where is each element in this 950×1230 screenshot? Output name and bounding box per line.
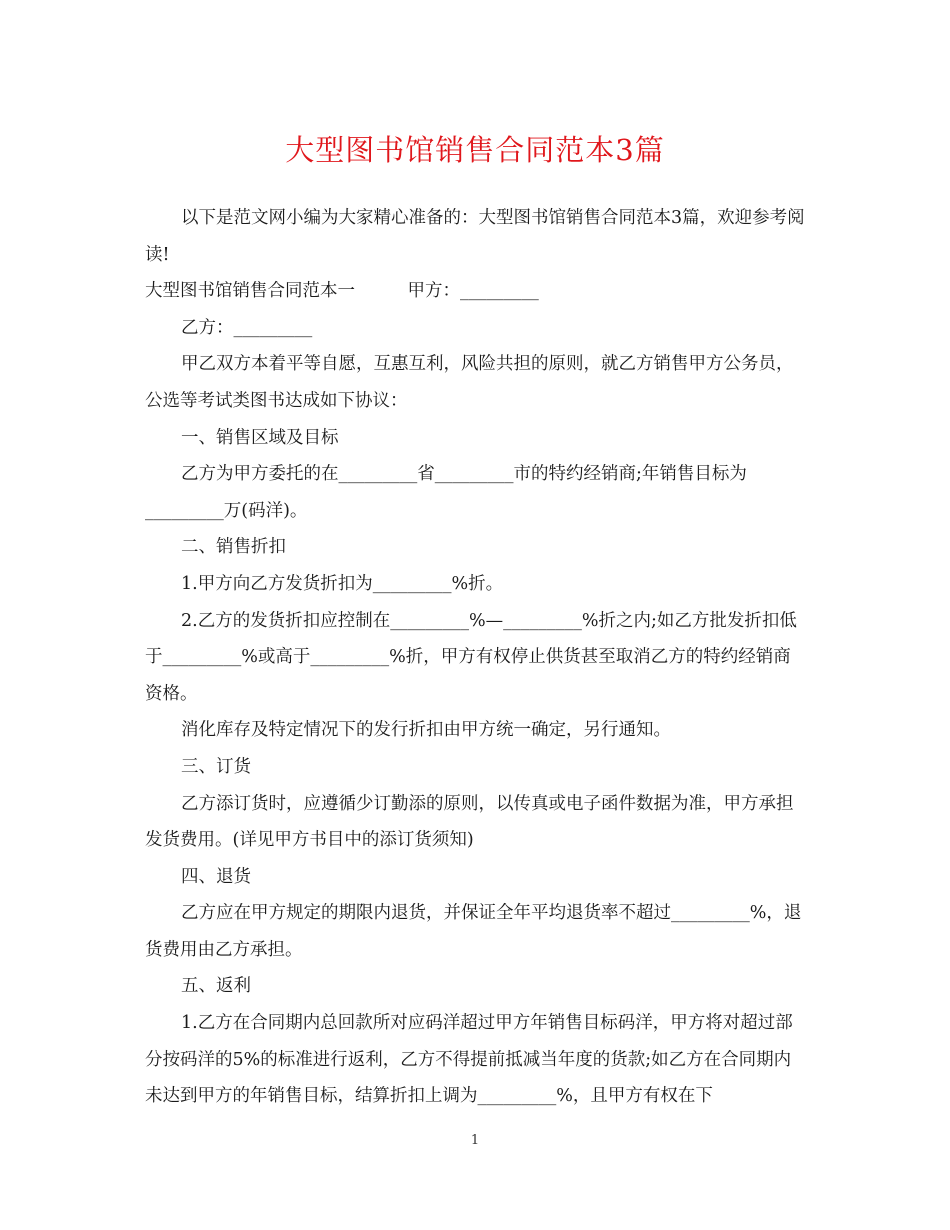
document-title: 大型图书馆销售合同范本3篇 — [285, 133, 665, 167]
contract-one-party-a-line: 大型图书馆销售合同范本一 甲方：_________ — [145, 281, 539, 302]
section-4-paragraph: 乙方应在甲方规定的期限内退货，并保证全年平均退货率不超过_________%，退货费用由乙方承担。 — [145, 903, 802, 960]
section-heading-3: 三、订货 — [181, 756, 251, 777]
section-heading-5: 五、返利 — [181, 976, 251, 997]
section-2-note: 消化库存及特定情况下的发行折扣由甲方统一确定，另行通知。 — [181, 720, 671, 741]
section-2-item-2: 2.乙方的发货折扣应控制在_________%—_________%折之内;如乙方批发折扣低于_________%或高于_________%折，甲方有权停止供货甚至取消乙方的特约经销商资格。 — [145, 610, 797, 704]
section-heading-1: 一、销售区域及目标 — [181, 427, 339, 448]
section-5-item-1: 1.乙方在合同期内总回款所对应码洋超过甲方年销售目标码洋，甲方将对超过部分按码洋的5%的标准进行返利，乙方不得提前抵减当年度的货款;如乙方在合同期内未达到甲方的年销售目标，结算折扣上调为_________%，且甲方有权在下 — [145, 1013, 793, 1107]
section-2-item-1: 1.甲方向乙方发货折扣为_________%折。 — [181, 573, 504, 594]
preamble-paragraph: 甲乙双方本着平等自愿，互惠互利，风险共担的原则，就乙方销售甲方公务员，公选等考试类图书达成如下协议： — [145, 354, 794, 411]
page-number: 1 — [470, 1133, 480, 1148]
section-1-paragraph: 乙方为甲方委托的在_________省_________市的特约经销商;年销售目标为_________万(码洋)。 — [145, 464, 747, 521]
document-body — [145, 200, 807, 1115]
party-b-line: 乙方：_________ — [181, 317, 313, 338]
section-heading-2: 二、销售折扣 — [181, 537, 286, 558]
section-heading-4: 四、退货 — [181, 866, 251, 887]
intro-paragraph: 以下是范文网小编为大家精心准备的：大型图书馆销售合同范本3篇，欢迎参考阅读! — [145, 208, 805, 265]
section-3-paragraph: 乙方添订货时，应遵循少订勤添的原则，以传真或电子函件数据为准，甲方承担发货费用。(详见甲方书目中的添订货须知) — [145, 793, 794, 851]
